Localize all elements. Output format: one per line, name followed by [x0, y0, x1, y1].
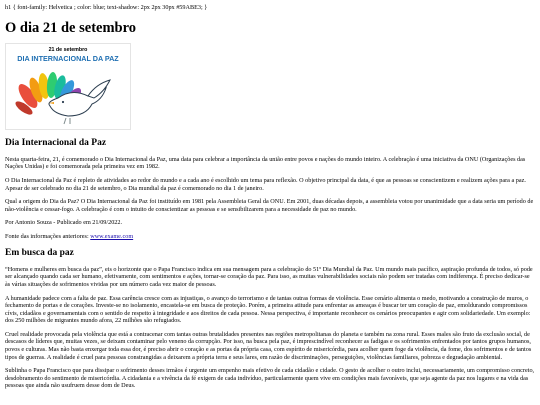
source-line: [5, 233, 535, 241]
source-link[interactable]: www.exame.com: [90, 232, 134, 240]
page-title: O dia 21 de setembro: [5, 19, 137, 36]
paragraph: Sublinha o Papa Francisco que para dissipar o sofrimento desses irmãos é urgente um empenho mais efetivo de cada cidadão e cidade. O gesto de acolher o outro inclui, necessariamente, um compromisso concreto, desdobramento do sentimento de misericórdia. A cidadania e a vivência da fé exigem de cada indivíduo, particularmente quem vive em condições mais favoráveis, que seja agente da paz nos lugares e na vida das pessoas que ainda não usufruem desse dom de Deus.: [5, 367, 535, 390]
paragraph: Nesta quarta-feira, 21, é comemorado o Dia Internacional da Paz, uma data para celebrar a importância da união entre povos e nações do mundo inteiro. A celebração é uma iniciativa da ONU (Organizações das Nações Unidas) e foi comemorada pela primeira vez em 1982.: [5, 155, 526, 171]
paragraph: Qual a origem do Dia da Paz? O Dia Internacional da Paz foi instituído em 1981 pela Assembleia Geral da ONU. Em 2001, duas décadas depois, a assembleia votou por unanimidade que a data seria um período de não-violência e cessar-fogo. A celebração é com o intuito de conscientizar as pessoas e se sensibilizarem para a necessidade de paz no mundo.: [5, 198, 534, 213]
author-line: Por Antonio Souza - Publicado em 21/09/2022.: [5, 219, 123, 227]
paragraph: “Homens e mulheres em busca da paz”, eis o horizonte que o Papa Francisco indica em sua mensagem para a celebração do 51º Dia Mundial da Paz. Um mundo mais pacífico, aspiração profunda de todos, só pode ser alcançado quando cada ser humano, efetivamente, com sentimentos e ações, tornar-se coração da paz. Para isso, as muitas vulnerabilidades sociais não podem ser tratadas com indiferença. É preciso dedicar-se às várias situações de sofrimentos vividas por um número cada vez maior de pessoas.: [5, 265, 533, 289]
source-prefix: Fonte das informações anteriores:: [5, 232, 91, 240]
paragraph: O Dia Internacional da Paz é repleto de atividades ao redor do mundo e a cada ano é escolhido um tema para reflexão. O objetivo principal da data, é que as pessoas se conscientizem e realizem ações para a paz. Apesar de ser celebrado no dia 21 de setembro, o Dia mundial da paz é comemorado no dia 1 de janeiro.: [5, 176, 526, 192]
section-heading-peace-day: Dia Internacional da Paz: [5, 138, 107, 149]
section-heading-seeking-peace: Em busca da paz: [5, 248, 74, 259]
poster-title: DIA INTERNACIONAL DA PAZ: [17, 54, 119, 64]
peace-day-poster: [5, 43, 131, 130]
dove-hands-illustration: [6, 66, 130, 128]
poster-date: 21 de setembro: [48, 47, 88, 54]
paragraph: Cruel realidade provocada pela violência que está a contracenar com tantas outras brutalidades presentes nas regiões metropolitanas do planeta e também na zona rural. Esses males são fruto da exclusão social, de descasos de líderes que, muitas vezes, se deixam contaminar pelo veneno da corrupção. Por isso, na busca pela paz, é imprescindível reconhecer as fadigas e os sofrimentos enfrentados por tantos grupos humanos, povos e culturas. Mas não basta enxergar toda essa dor, é preciso abrir o coração e as portas da própria casa, com espírito de misericórdia, para acolher quem foge da violência, da fome, dos sofrimentos e de tantos tipos de guerras. A realidade é cruel para pessoas constrangidas a deixarem a própria terra e seus lares, em razão de discriminações, perseguições, violências familiares, pobreza e degradação ambiental.: [5, 330, 532, 361]
paragraph: A humanidade padece com a falta de paz. Essa carência cresce com as injustiças, o avanço do terrorismo e de tantas outras formas de violência. Esse cenário alimenta o medo, motivando a construção de muros, o fechamento de portas e de corações. Investe-se no isolamento, encastela-se em busca de proteção. Porém, a primeira atitude para enfrentar as ameaças é buscar ter um coração de paz, emoldurando compromissos cívis, cidadãos e governamentais com o sentido de respeito à integridade e aos direitos de cada pessoa. Nessa perspectiva, é importante reconhecer os cenários preocupantes e agir com solidariedade. Um exemplo: dos 250 milhões de migrantes mundo afora, 22 milhões são refugiados.: [5, 294, 531, 325]
raw-css-text: h1 { font-family: Helvetica ; color: blue; text-shadow: 2px 2px 30px #59ABE3; }: [5, 4, 208, 11]
